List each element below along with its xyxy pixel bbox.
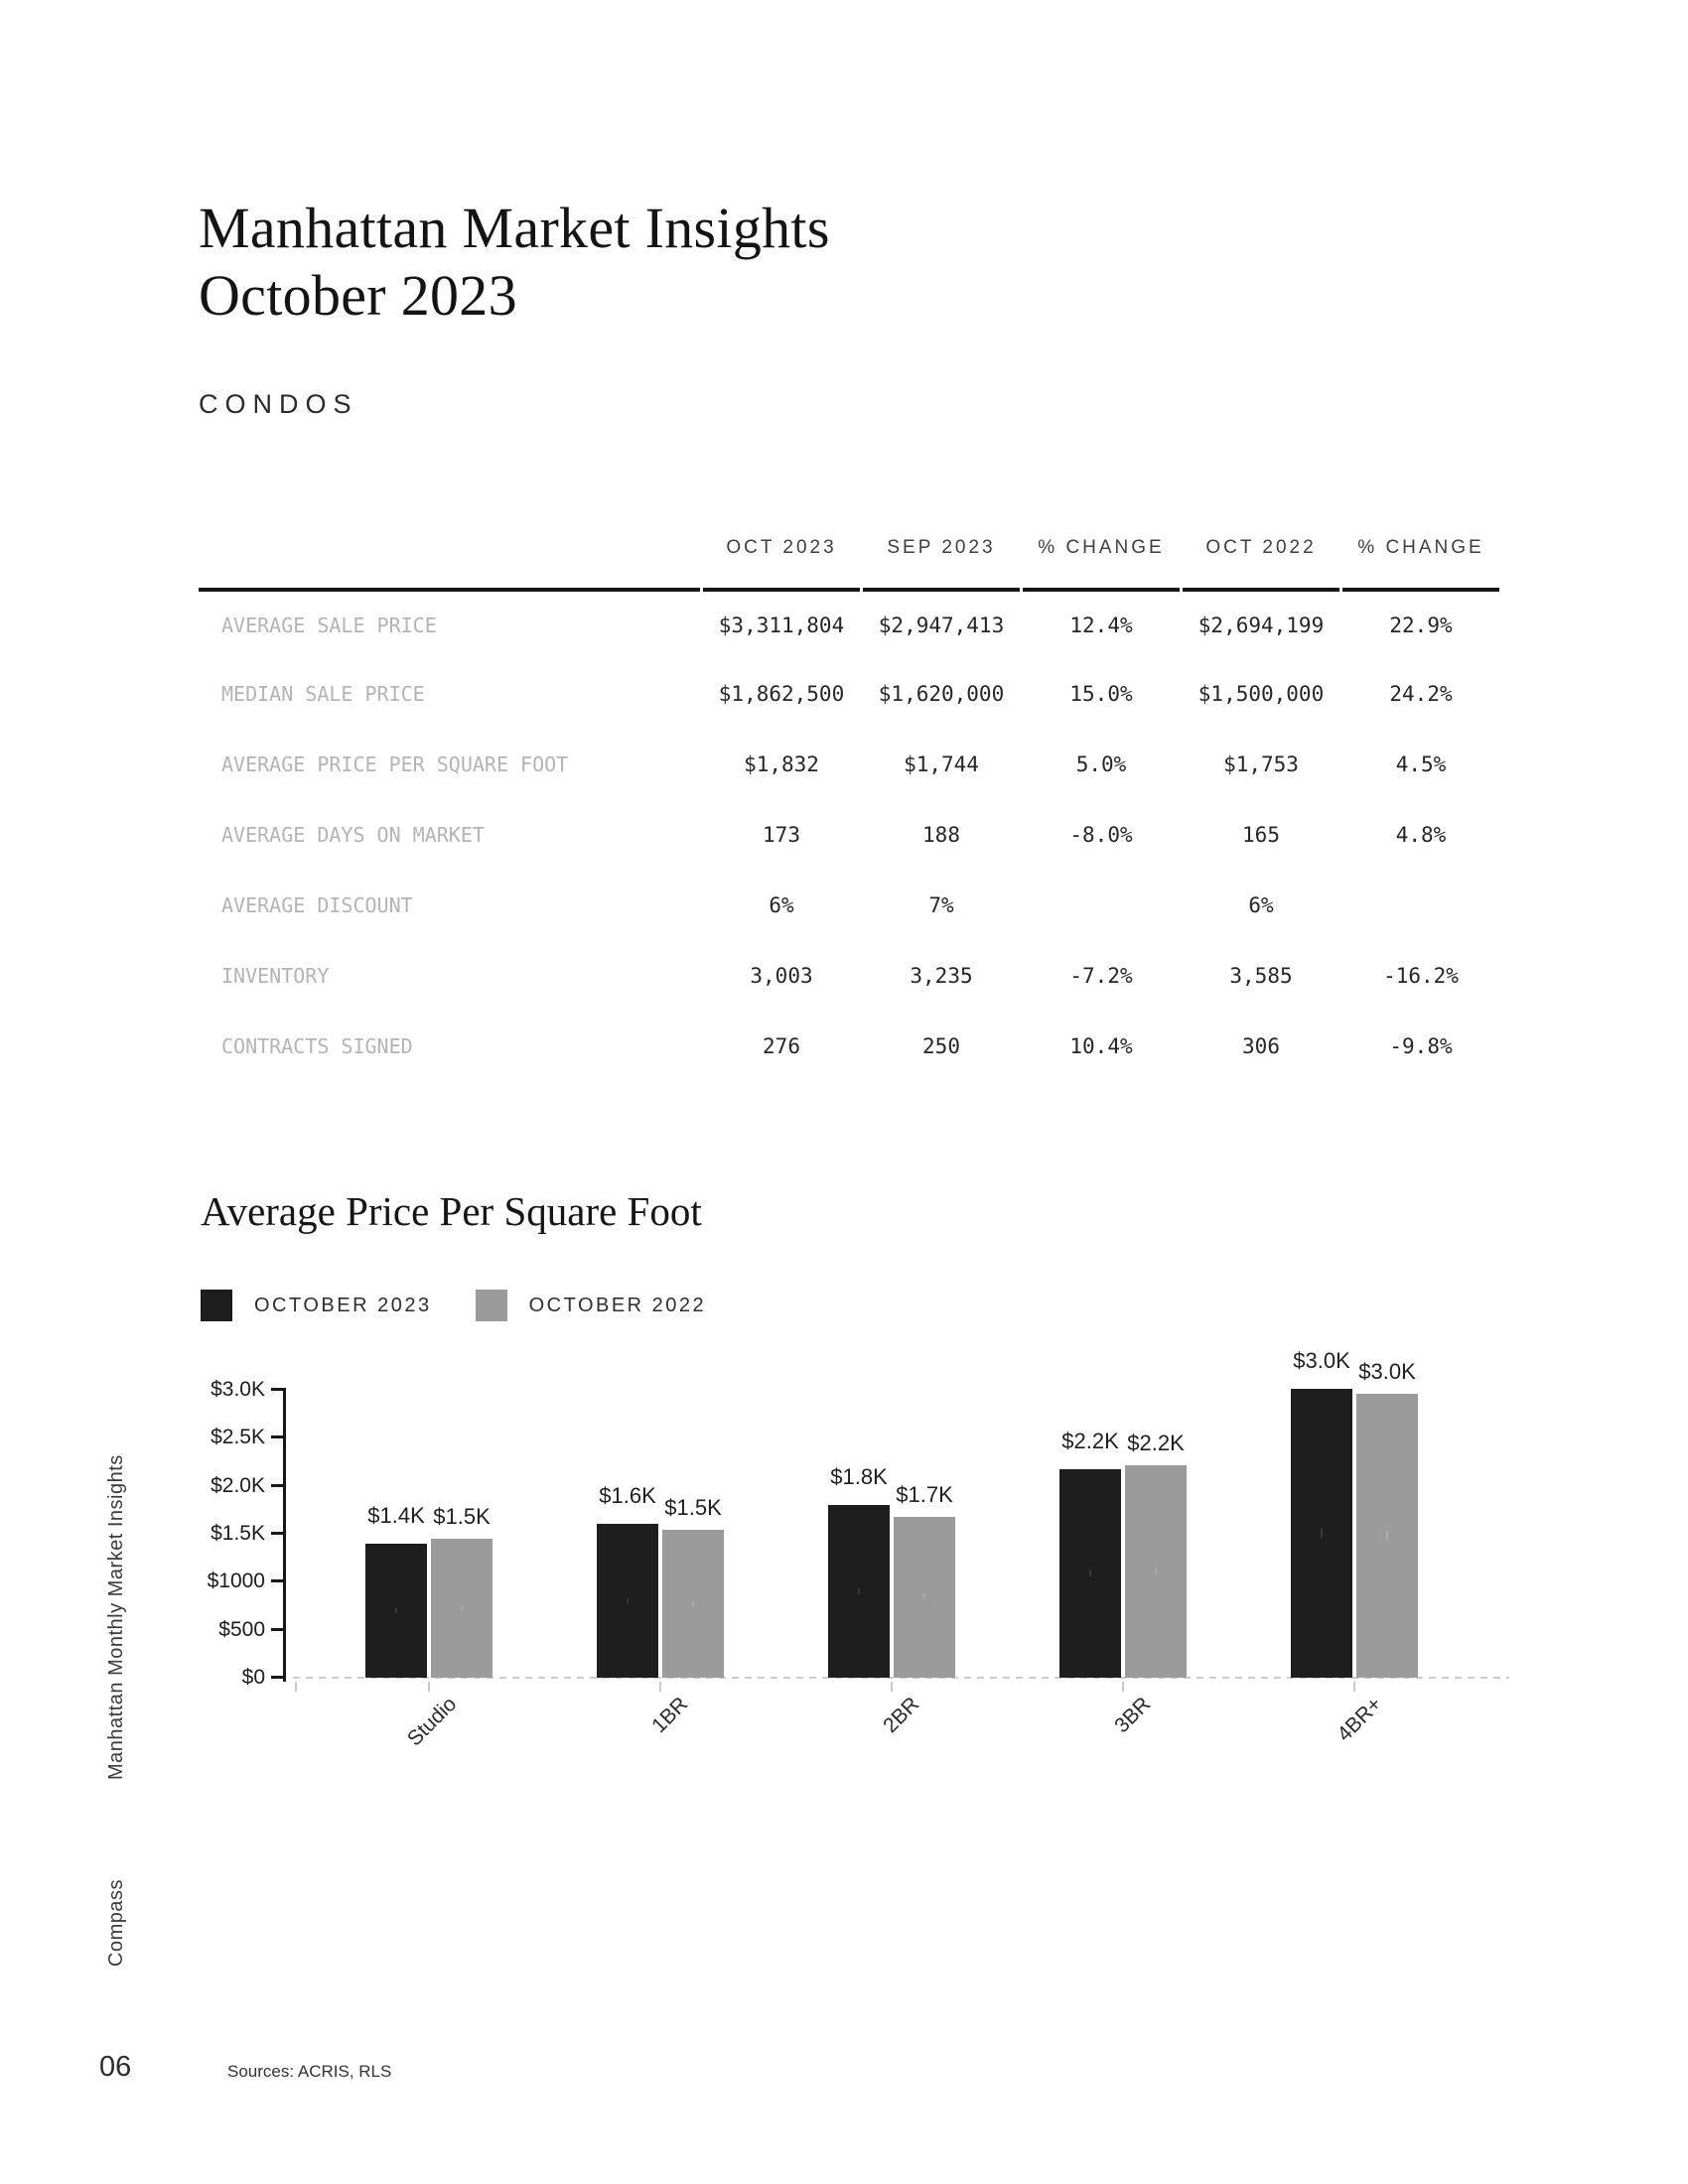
section-label: CONDOS — [199, 389, 358, 419]
legend-swatch-october-2022 — [476, 1290, 507, 1321]
stats-column-header: % CHANGE — [1038, 537, 1165, 558]
stats-cell: 188 — [922, 822, 960, 847]
page-title-line2: October 2023 — [199, 263, 517, 328]
stats-cell: -8.0% — [1069, 822, 1133, 847]
chart-title: Average Price Per Square Foot — [201, 1188, 702, 1234]
bar-october-2022 — [894, 1517, 955, 1678]
stats-row-label: AVERAGE DISCOUNT — [221, 892, 413, 917]
stats-cell: 276 — [763, 1033, 800, 1058]
stats-column-header: % CHANGE — [1357, 537, 1484, 558]
stats-row-label: CONTRACTS SIGNED — [221, 1033, 413, 1058]
x-axis-tick — [428, 1682, 430, 1692]
stats-cell: $3,311,804 — [703, 588, 860, 658]
stats-cell: 6% — [769, 892, 794, 917]
y-axis-tick — [271, 1579, 283, 1582]
stats-cell: 15.0% — [1069, 681, 1133, 706]
bar-value-label: $3.0K — [1358, 1359, 1416, 1384]
chart-legend — [201, 1290, 706, 1321]
sources-note: Sources: ACRIS, RLS — [227, 2062, 392, 2081]
page-number: 06 — [99, 2051, 132, 2083]
sidebar-brand: Compass — [105, 1879, 127, 1967]
stats-table-corner — [199, 534, 700, 588]
bar-value-label: $1.5K — [433, 1504, 491, 1529]
y-axis-tick-label: $1000 — [207, 1570, 265, 1593]
x-axis-tick — [891, 1682, 893, 1692]
legend-label-october-2022: OCTOBER 2022 — [528, 1294, 707, 1316]
stats-cell: $1,500,000 — [1197, 681, 1325, 706]
bar-october-2022 — [1125, 1465, 1187, 1678]
legend-label-october-2023: OCTOBER 2023 — [254, 1294, 432, 1316]
stats-cell: 24.2% — [1389, 681, 1453, 706]
stats-row-label: AVERAGE PRICE PER SQUARE FOOT — [221, 751, 569, 776]
x-axis-tick — [659, 1682, 661, 1692]
y-axis-tick — [271, 1532, 283, 1535]
sidebar-report-name: Manhattan Monthly Market Insights — [105, 1454, 127, 1780]
stats-cell: 250 — [922, 1033, 960, 1058]
page-title-line1: Manhattan Market Insights — [199, 196, 830, 260]
bar-value-label: $1.4K — [367, 1503, 425, 1528]
stats-cell: 6% — [1248, 892, 1274, 917]
stats-column-header: OCT 2022 — [1205, 537, 1317, 558]
bar-october-2022 — [431, 1539, 492, 1678]
stats-cell: 4.8% — [1395, 822, 1447, 847]
x-axis-origin-tick — [295, 1682, 297, 1692]
x-axis-tick — [1353, 1682, 1355, 1692]
bar-value-label: $2.2K — [1127, 1431, 1185, 1455]
stats-cell: 5.0% — [1075, 751, 1127, 776]
legend-swatch-october-2023 — [201, 1290, 232, 1321]
stats-cell: $1,832 — [744, 751, 819, 776]
stats-cell: 7% — [928, 892, 954, 917]
stats-column-header: OCT 2023 — [726, 537, 837, 558]
stats-cell: $1,744 — [904, 751, 979, 776]
stats-cell: 3,003 — [750, 963, 813, 988]
stats-cell: 12.4% — [1023, 588, 1180, 658]
y-axis-tick-label: $3.0K — [211, 1378, 265, 1401]
stats-cell: 165 — [1242, 822, 1280, 847]
bar-october-2022 — [662, 1530, 724, 1678]
stats-cell: 306 — [1242, 1033, 1280, 1058]
x-axis-category-label: Studio — [402, 1693, 462, 1751]
y-axis-tick — [271, 1388, 283, 1391]
stats-cell: 3,585 — [1229, 963, 1293, 988]
y-axis-tick-label: $2.5K — [211, 1426, 265, 1449]
stats-row-label: INVENTORY — [221, 963, 330, 988]
y-axis-tick — [271, 1435, 283, 1438]
stats-cell: -16.2% — [1383, 963, 1459, 988]
x-axis-category-label: 1BR — [647, 1693, 693, 1738]
bar-october-2023 — [1291, 1389, 1352, 1678]
stats-cell — [1342, 870, 1499, 940]
y-axis-tick-label: $0 — [241, 1666, 265, 1689]
zero-baseline — [293, 1677, 1509, 1679]
stats-cell: 22.9% — [1342, 588, 1499, 658]
stats-cell: -7.2% — [1069, 963, 1133, 988]
bar-value-label: $1.5K — [664, 1495, 722, 1520]
stats-cell: $1,862,500 — [718, 681, 845, 706]
bar-value-label: $2.2K — [1061, 1429, 1119, 1453]
stats-cell: 173 — [763, 822, 800, 847]
bar-october-2023 — [828, 1505, 890, 1678]
stats-table — [199, 534, 1501, 1081]
stats-row-label: AVERAGE SALE PRICE — [199, 588, 700, 658]
stats-row-label: AVERAGE DAYS ON MARKET — [221, 822, 485, 847]
stats-row-label: MEDIAN SALE PRICE — [221, 681, 425, 706]
y-axis-tick-label: $500 — [218, 1617, 265, 1641]
bar-october-2022 — [1356, 1394, 1418, 1678]
x-axis-category-label: 2BR — [879, 1693, 924, 1738]
stats-column-header: SEP 2023 — [887, 537, 996, 558]
page-title — [199, 195, 830, 330]
stats-cell: -9.8% — [1389, 1033, 1453, 1058]
bar-value-label: $1.8K — [830, 1464, 888, 1489]
stats-cell: $1,753 — [1223, 751, 1299, 776]
bar-october-2023 — [365, 1544, 427, 1678]
bar-october-2023 — [597, 1524, 658, 1678]
y-axis-line — [283, 1388, 286, 1682]
y-axis-tick — [271, 1628, 283, 1631]
stats-cell: 10.4% — [1069, 1033, 1133, 1058]
bar-value-label: $1.7K — [896, 1482, 953, 1507]
bar-october-2023 — [1059, 1469, 1121, 1678]
stats-cell: 4.5% — [1395, 751, 1447, 776]
y-axis-tick-label: $1.5K — [211, 1522, 265, 1545]
stats-cell: $2,694,199 — [1183, 588, 1339, 658]
x-axis-category-label: 4BR+ — [1333, 1693, 1387, 1746]
stats-cell: $2,947,413 — [863, 588, 1020, 658]
y-axis-tick-label: $2.0K — [211, 1473, 265, 1497]
bar-value-label: $3.0K — [1293, 1348, 1350, 1373]
stats-cell — [1023, 870, 1180, 940]
stats-cell: 3,235 — [910, 963, 973, 988]
stats-cell: $1,620,000 — [878, 681, 1005, 706]
x-axis-tick — [1122, 1682, 1124, 1692]
bar-value-label: $1.6K — [599, 1483, 656, 1508]
x-axis-category-label: 3BR — [1110, 1693, 1156, 1738]
y-axis-tick — [271, 1484, 283, 1487]
y-axis-tick — [271, 1676, 283, 1679]
